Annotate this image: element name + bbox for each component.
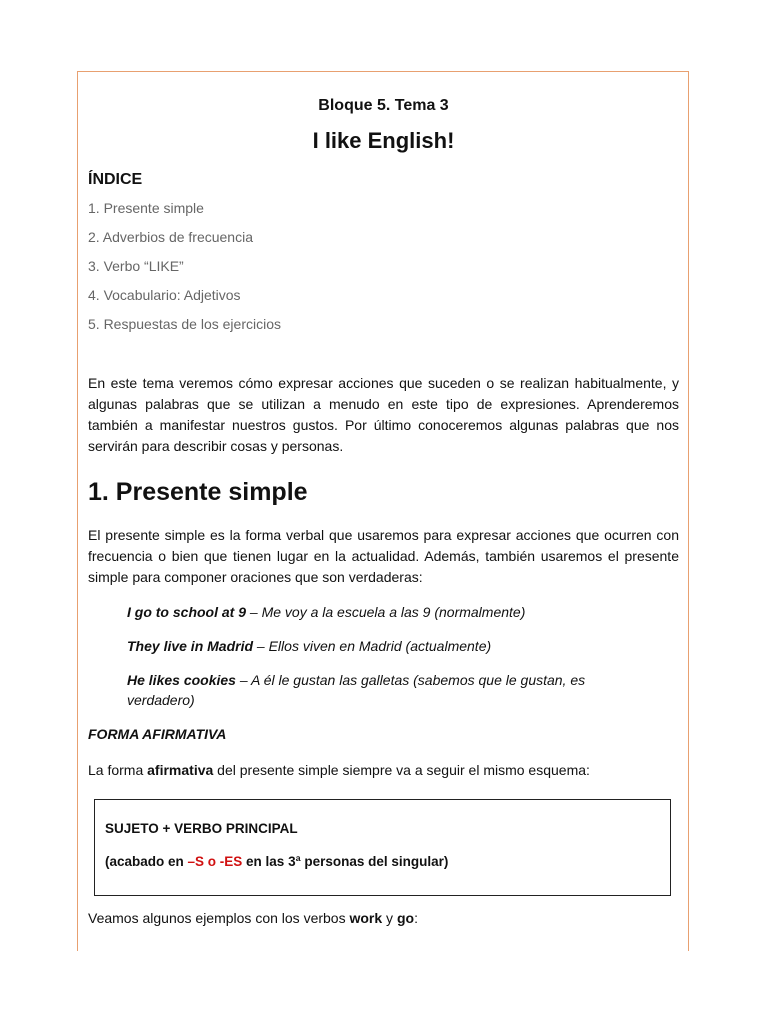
example-english: He likes cookies xyxy=(127,672,236,688)
examples-text: y xyxy=(382,910,397,926)
intro-paragraph: En este tema veremos cómo expresar acciones que suceden o se realizan habitualmente, y algunas palabras que se utilizan a menudo en este tipo de expresiones. Aprenderemos también a manifestar nuestros gustos. Por último conoceremos algunas palabras que nos servirán para describir cosas y personas. xyxy=(88,375,679,454)
examples-text: : xyxy=(414,910,418,926)
toc-item[interactable]: 2. Adverbios de frecuencia xyxy=(88,229,253,245)
toc-item[interactable]: 4. Vocabulario: Adjetivos xyxy=(88,287,241,303)
forma-paragraph xyxy=(88,760,679,781)
forma-bold: afirmativa xyxy=(147,762,214,778)
rule-highlight: –S o -ES xyxy=(187,854,243,869)
index-heading: ÍNDICE xyxy=(88,171,143,188)
document-title: I like English! xyxy=(312,128,455,153)
table-of-contents xyxy=(88,200,679,333)
example-sentence xyxy=(127,602,652,622)
forma-text: La forma xyxy=(88,762,148,778)
rule-text: (acabado en xyxy=(105,854,188,869)
verb-go: go xyxy=(396,910,415,926)
forma-text: del presente simple siempre va a seguir el mismo esquema: xyxy=(213,762,590,778)
toc-item[interactable]: 5. Respuestas de los ejercicios xyxy=(88,316,281,332)
block-subheading: Bloque 5. Tema 3 xyxy=(318,97,449,114)
section-paragraph: El presente simple es la forma verbal que usaremos para expresar acciones que ocurren con frecuencia o bien que tienen lugar en la actualidad. Además, también usaremos el presente simple para componer oraciones que son verdaderas: xyxy=(88,527,679,585)
toc-item[interactable]: 1. Presente simple xyxy=(88,200,204,216)
example-translation: – Ellos viven en Madrid (actualmente) xyxy=(253,638,492,654)
verb-work: work xyxy=(349,910,383,926)
document-content xyxy=(88,96,679,928)
example-english: They live in Madrid xyxy=(127,638,254,654)
examples-intro xyxy=(88,908,679,928)
example-sentence xyxy=(127,670,652,710)
examples-text: Veamos algunos ejemplos con los verbos xyxy=(88,910,350,926)
rule-text: en las 3ª personas del singular) xyxy=(242,854,449,869)
section-title: 1. Presente simple xyxy=(88,478,308,506)
rule-line-1: SUJETO + VERBO PRINCIPAL xyxy=(105,821,298,836)
example-sentence xyxy=(127,636,652,656)
example-translation: – A él le gustan las galletas (sabemos que le gustan, es verdadero) xyxy=(127,672,586,708)
toc-item[interactable]: 3. Verbo “LIKE” xyxy=(88,258,184,274)
example-english: I go to school at 9 xyxy=(127,604,247,620)
example-translation: – Me voy a la escuela a las 9 (normalmente) xyxy=(246,604,526,620)
forma-afirmativa-heading: FORMA AFIRMATIVA xyxy=(88,726,227,742)
grammar-rule-box xyxy=(94,799,671,896)
rule-line-2 xyxy=(105,853,670,870)
